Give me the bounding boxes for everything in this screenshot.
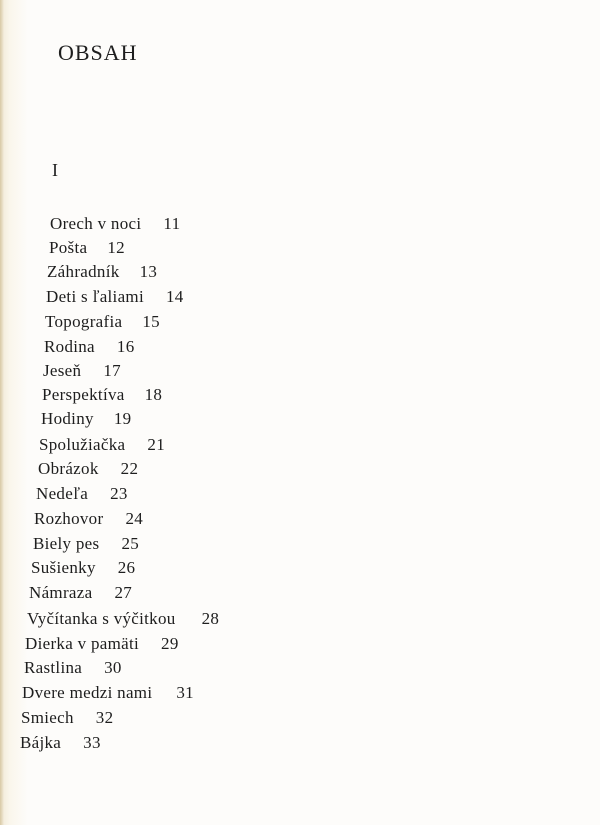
toc-entry-title: Spolužiačka [39, 435, 126, 454]
toc-entry [22, 683, 194, 703]
toc-entry-page: 12 [107, 238, 125, 257]
toc-entry-page: 19 [113, 409, 132, 428]
toc-entry-title: Hodiny [41, 409, 94, 428]
toc-entry [49, 238, 125, 258]
toc-entry [29, 583, 132, 603]
toc-entry-page: 29 [161, 634, 179, 653]
toc-entry [39, 435, 165, 455]
toc-entry [20, 733, 101, 753]
toc-entry [50, 214, 180, 234]
toc-entry-page: 25 [121, 534, 140, 553]
page-title: OBSAH [58, 40, 138, 65]
toc-entry-page: 31 [176, 683, 194, 702]
toc-entry-title: Bájka [20, 733, 62, 752]
toc-entry-title: Rodina [44, 337, 95, 356]
toc-entry-page: 15 [142, 312, 160, 331]
toc-entry-page: 32 [95, 708, 114, 727]
toc-entry [38, 459, 138, 479]
toc-entry-page: 17 [103, 361, 121, 380]
toc-entry-page: 18 [144, 385, 163, 404]
toc-entry-page: 33 [83, 733, 101, 752]
toc-entry [33, 534, 139, 554]
toc-entry [46, 287, 184, 307]
toc-entry [24, 658, 122, 678]
toc-entry [27, 609, 219, 629]
toc-entry [36, 484, 128, 504]
toc-entry [25, 634, 179, 654]
toc-entry-title: Vyčítanka s výčitkou [27, 609, 176, 628]
toc-entry-title: Dvere medzi nami [22, 683, 153, 702]
section-numeral: I [52, 160, 58, 180]
toc-entry-page: 27 [114, 583, 133, 602]
toc-entry-page: 21 [147, 435, 165, 454]
toc-entry-page: 22 [120, 459, 139, 478]
toc-entry-page: 26 [117, 558, 136, 577]
toc-entry [31, 558, 135, 578]
toc-entry-page: 13 [139, 262, 158, 281]
toc-entry-page: 16 [116, 337, 135, 356]
toc-entry-title: Záhradník [47, 262, 120, 281]
toc-entry-title: Orech v noci [50, 214, 142, 233]
toc-entry [47, 262, 157, 282]
toc-entry-title: Námraza [29, 583, 93, 602]
toc-entry-title: Obrázok [38, 459, 99, 478]
toc-entry-title: Smiech [21, 708, 74, 727]
toc-entry-page: 24 [125, 509, 144, 528]
toc-entry-page: 14 [165, 287, 184, 306]
toc-entry-title: Sušienky [31, 558, 96, 577]
toc-entry-title: Nedeľa [36, 484, 89, 503]
toc-entry-title: Rastlina [24, 658, 83, 677]
toc-entry [44, 337, 135, 357]
toc-entry-title: Perspektíva [42, 385, 125, 404]
toc-entry [43, 361, 121, 381]
toc-entry-page: 30 [104, 658, 122, 677]
toc-entry [45, 312, 160, 332]
toc-entry [41, 409, 131, 429]
toc-entry-page: 28 [201, 609, 220, 628]
toc-entry-title: Topografia [45, 312, 123, 331]
toc-entry-title: Jeseň [43, 361, 82, 380]
toc-entry [34, 509, 143, 529]
toc-entry-title: Dierka v pamäti [25, 634, 140, 653]
toc-entry-page: 11 [163, 214, 181, 233]
toc-entry-page: 23 [110, 484, 128, 503]
toc-entry-title: Rozhovor [34, 509, 104, 528]
toc-entry-title: Pošta [49, 238, 88, 257]
toc-entry-title: Biely pes [33, 534, 100, 553]
toc-entry [42, 385, 162, 405]
toc-entry-title: Deti s ľaliami [46, 287, 144, 306]
toc-entry [21, 708, 113, 728]
